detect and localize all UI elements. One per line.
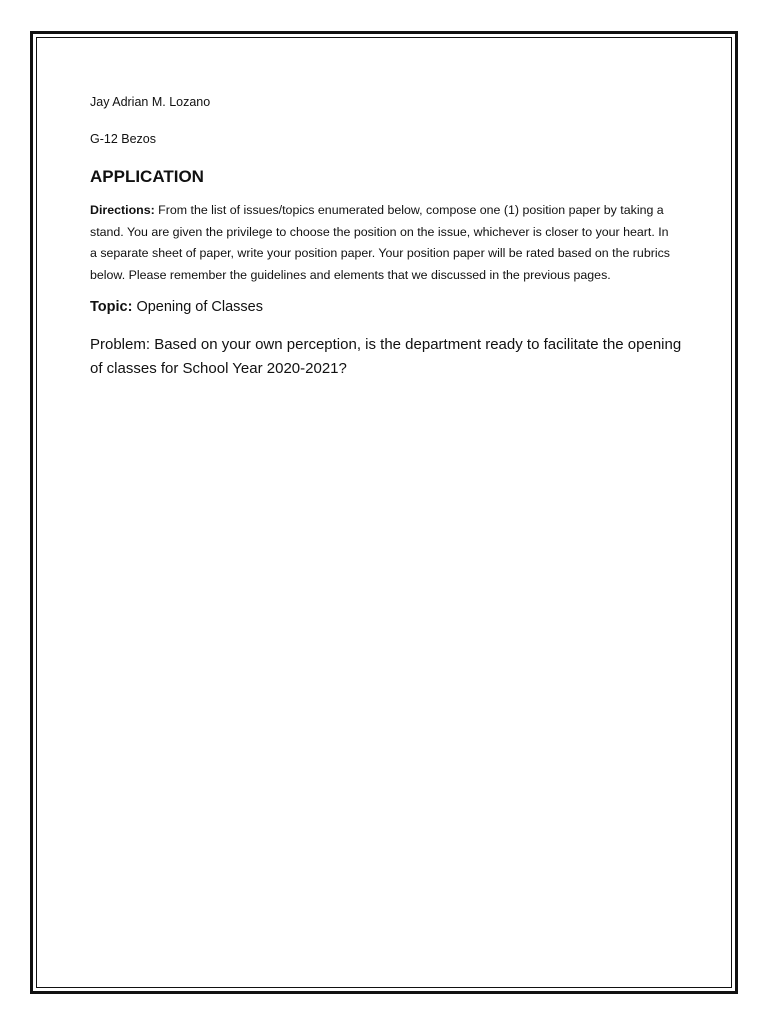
directions-paragraph <box>90 200 670 286</box>
topic-label: Topic: <box>90 299 133 315</box>
directions-text: From the list of issues/topics enumerated below, compose one (1) position paper by taking a stand. You are given the privilege to choose the position on the issue, whichever is closer to your heart. In a separate sheet of paper, write your position paper. Your position paper will be rated based on the rubrics below. Please remember the guidelines and elements that we discussed in the previous pages. <box>90 203 670 282</box>
page-heading: APPLICATION <box>90 167 204 186</box>
document-content <box>90 94 690 381</box>
directions-label: Directions: <box>90 203 155 217</box>
topic-text: Opening of Classes <box>132 299 263 315</box>
section-name: G-12 Bezos <box>90 132 157 146</box>
topic-line <box>90 297 690 317</box>
problem-statement: Problem: Based on your own perception, is the department ready to facilitate the opening of classes for School Year 2020-2021? <box>90 336 682 377</box>
author-name: Jay Adrian M. Lozano <box>90 95 211 109</box>
